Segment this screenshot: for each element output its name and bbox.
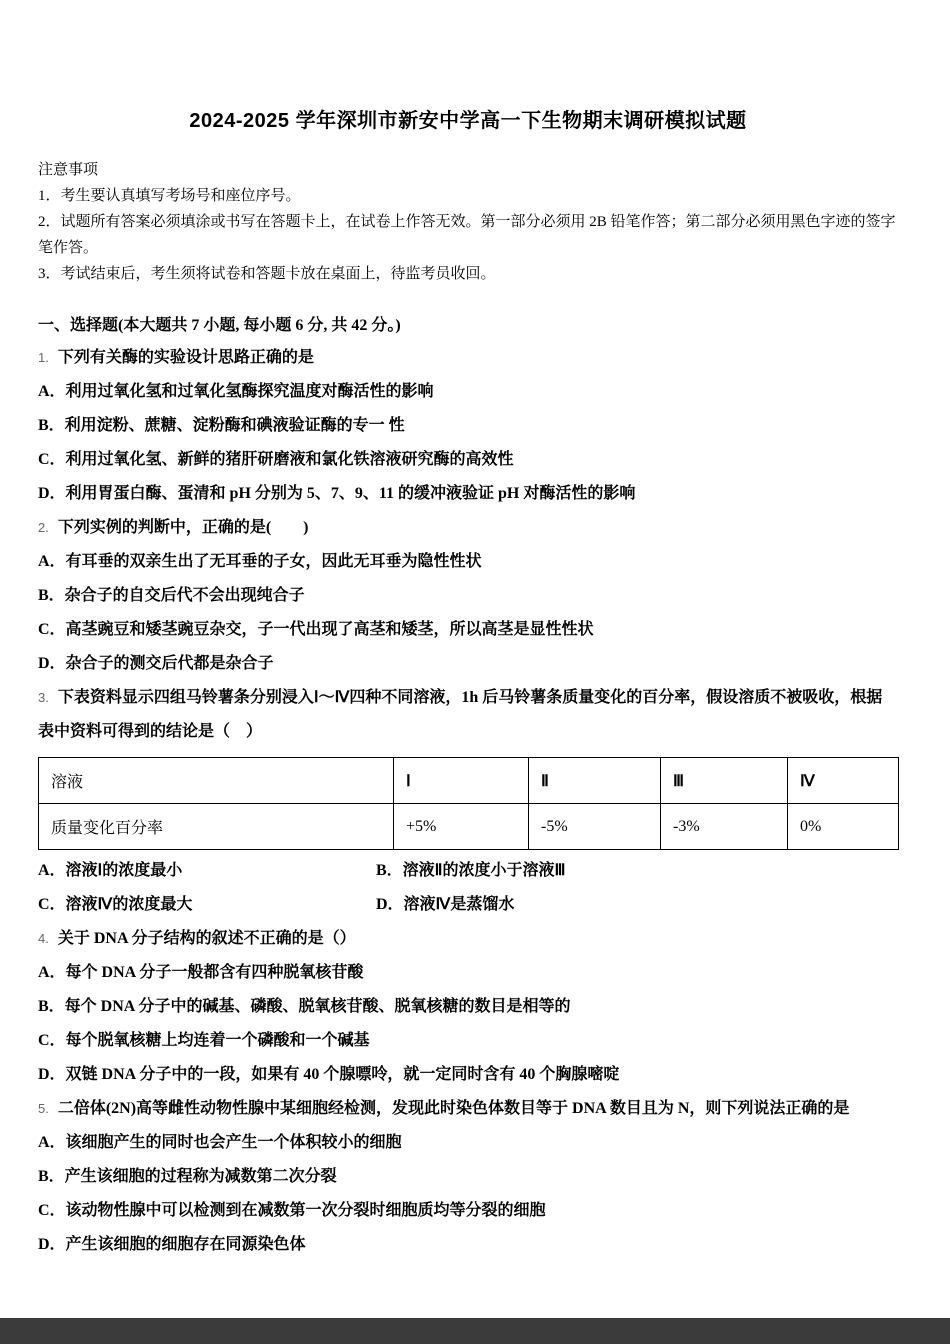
table-header-cell: Ⅲ	[661, 758, 788, 804]
option-a: A．溶液Ⅰ的浓度最小	[38, 862, 183, 879]
options-grid	[38, 854, 898, 922]
question-3	[38, 681, 898, 922]
question-stem-text: 下列实例的判断中，正确的是( )	[57, 519, 309, 536]
option-a: A．该细胞产生的同时也会产生一个体积较小的细胞	[38, 1134, 402, 1151]
section-heading: 一、选择题(本大题共 7 小题, 每小题 6 分, 共 42 分。)	[38, 317, 401, 334]
question-stem-text: 下列有关酶的实验设计思路正确的是	[57, 349, 314, 366]
table-cell: +5%	[394, 804, 529, 850]
table-cell: 质量变化百分率	[39, 804, 394, 850]
question-stem	[38, 922, 898, 956]
notice-item: 1．考生要认真填写考场号和座位序号。	[38, 188, 301, 204]
question-stem	[38, 511, 898, 545]
page-title: 2024-2025 学年深圳市新安中学高一下生物期末调研模拟试题	[189, 110, 747, 132]
notice-section	[38, 157, 898, 287]
option-b: B．产生该细胞的过程称为减数第二次分裂	[38, 1168, 337, 1185]
option-b: B．利用淀粉、蔗糖、淀粉酶和碘液验证酶的专一 性	[38, 417, 405, 434]
table-cell: -5%	[529, 804, 661, 850]
question-number: 3.	[38, 690, 49, 705]
option-d: D．利用胃蛋白酶、蛋清和 pH 分别为 5、7、9、11 的缓冲液验证 pH 对酶活性的影响	[38, 485, 636, 502]
question-number: 5.	[38, 1101, 49, 1116]
question-5	[38, 1092, 898, 1262]
option-d: D．杂合子的测交后代都是杂合子	[38, 655, 274, 672]
option-c: C．该动物性腺中可以检测到在减数第一次分裂时细胞质均等分裂的细胞	[38, 1202, 546, 1219]
table-row	[39, 804, 899, 850]
table-header-cell: 溶液	[39, 758, 394, 804]
question-stem	[38, 341, 898, 375]
question-2	[38, 511, 898, 681]
question-stem	[38, 681, 898, 749]
notice-item: 3．考试结束后，考生须将试卷和答题卡放在桌面上，待监考员收回。	[38, 266, 496, 282]
question-number: 4.	[38, 931, 49, 946]
option-d: D．双链 DNA 分子中的一段，如果有 40 个腺嘌呤，就一定同时含有 40 个胸腺嘧啶	[38, 1066, 620, 1083]
notice-item: 2．试题所有答案必须填涂或书写在答题卡上，在试卷上作答无效。第一部分必须用 2B 铅笔作答；第二部分必须用黑色字迹的签字笔作答。	[38, 214, 896, 256]
table-cell: -3%	[661, 804, 788, 850]
table-header-row	[39, 758, 899, 804]
question-number: 2.	[38, 520, 49, 535]
question-stem-text: 下表资料显示四组马铃薯条分别浸入Ⅰ～Ⅳ四种不同溶液，1h 后马铃薯条质量变化的百分率，假设溶质不被吸收，根据表中资料可得到的结论是（ ）	[38, 689, 883, 740]
option-b: B．杂合子的自交后代不会出现纯合子	[38, 587, 305, 604]
table-cell: 0%	[788, 804, 899, 850]
option-c: C．利用过氧化氢、新鲜的猪肝研磨液和氯化铁溶液研究酶的高效性	[38, 451, 514, 468]
question-stem	[38, 1092, 898, 1126]
question-4	[38, 922, 898, 1092]
option-b: B．每个 DNA 分子中的碱基、磷酸、脱氧核苷酸、脱氧核糖的数目是相等的	[38, 998, 571, 1015]
question-1	[38, 341, 898, 511]
question-stem-text: 二倍体(2N)高等雌性动物性腺中某细胞经检测，发现此时染色体数目等于 DNA 数目且为 N，则下列说法正确的是	[57, 1100, 850, 1117]
table-header-cell: Ⅳ	[788, 758, 899, 804]
option-a: A．每个 DNA 分子一般都含有四种脱氧核苷酸	[38, 964, 364, 981]
option-c: C．每个脱氧核糖上均连着一个磷酸和一个碱基	[38, 1032, 370, 1049]
option-c: C．溶液Ⅳ的浓度最大	[38, 896, 193, 913]
table-header-cell: Ⅰ	[394, 758, 529, 804]
option-d: D．溶液Ⅳ是蒸馏水	[376, 896, 515, 913]
table-header-cell: Ⅱ	[529, 758, 661, 804]
page-bottom-bar	[0, 1318, 950, 1344]
solution-table	[38, 757, 899, 850]
question-number: 1.	[38, 350, 49, 365]
question-stem-text: 关于 DNA 分子结构的叙述不正确的是（）	[57, 930, 356, 947]
notice-heading: 注意事项	[38, 162, 99, 178]
option-a: A．利用过氧化氢和过氧化氢酶探究温度对酶活性的影响	[38, 383, 434, 400]
option-b: B．溶液Ⅱ的浓度小于溶液Ⅲ	[376, 862, 566, 879]
option-d: D．产生该细胞的细胞存在同源染色体	[38, 1236, 306, 1253]
option-c: C．高茎豌豆和矮茎豌豆杂交，子一代出现了高茎和矮茎，所以高茎是显性性状	[38, 621, 594, 638]
option-a: A．有耳垂的双亲生出了无耳垂的子女，因此无耳垂为隐性性状	[38, 553, 482, 570]
